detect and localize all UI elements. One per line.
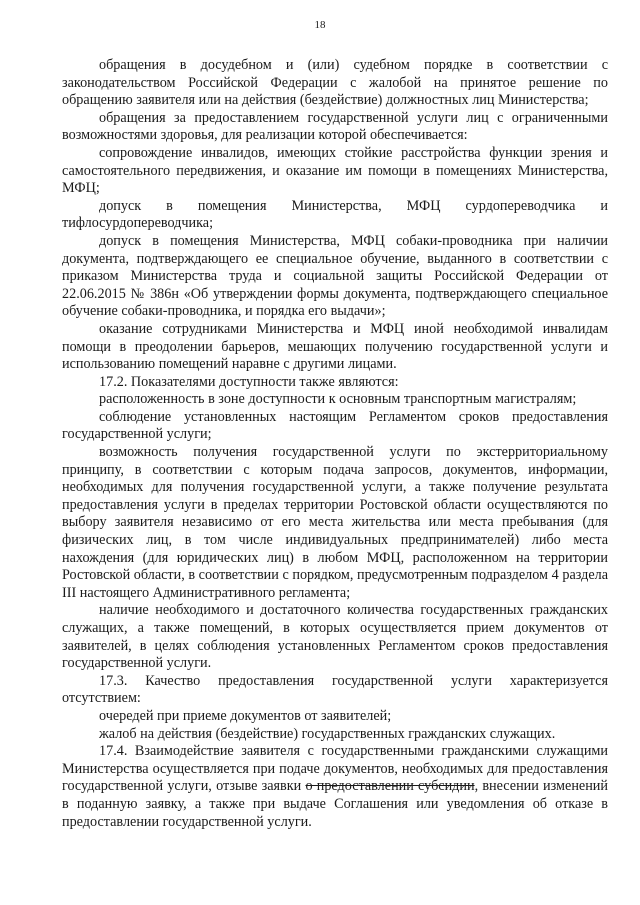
paragraph-deadlines: соблюдение установленных настоящим Регламентом сроков предоставления государственной услуги; (62, 408, 608, 443)
paragraph-guide-dog: допуск в помещения Министерства, МФЦ собаки-проводника при наличии документа, подтверждающего ее специальное обучение, выданного в соответствии с приказом Министерства труда и социальной защиты Российской Федерации от 22.06.2015 № 386н «Об утверждении формы документа, подтверждающего специальное обучение собаки-проводника, и порядка его выдачи»; (62, 232, 608, 320)
paragraph-17-4 (62, 743, 608, 831)
paragraph-extraterritorial: возможность получения государственной услуги по экстерриториальному принципу, в соответствии с которым подача запросов, документов, информации, необходимых для получения государственной услуги, а также получение результата предоставления услуги в пределах территории Ростовской области осуществляются по выбору заявителя независимо от его места жительства или места пребывания (для физических лиц, в том числе индивидуальных предпринимателей) либо места нахождения (для юридических лиц) в любом МФЦ, расположенном на территории Ростовской области, в соответствии с порядком, предусмотренным подразделом 4 раздела III настоящего Административного регламента; (62, 444, 608, 601)
paragraph-sign-interpreter: допуск в помещения Министерства, МФЦ сурдопереводчика и тифлосурдопереводчика; (62, 197, 608, 232)
paragraph-staff-assistance: оказание сотрудниками Министерства и МФЦ иной необходимой инвалидам помощи в преодолении барьеров, мешающих получению государственной услуги и использованию помещений наравне с другими лицами. (62, 320, 608, 373)
paragraph-17-3: 17.3. Качество предоставления государственной услуги характеризуется отсутствием: (62, 672, 608, 707)
document-body (62, 57, 608, 831)
paragraph-appeal: обращения в досудебном и (или) судебном порядке в соответствии с законодательством Российской Федерации с жалобой на принятое решение по обращению заявителя или на действия (бездействие) должностных лиц Министерства; (62, 57, 608, 109)
paragraph-complaints: жалоб на действия (бездействие) государственных гражданских служащих. (99, 725, 556, 742)
paragraph-escort: сопровождение инвалидов, имеющих стойкие расстройства функции зрения и самостоятельного передвижения, и оказание им помощи в помещениях Министерства, МФЦ; (62, 144, 608, 197)
paragraph-transport-access: расположенность в зоне доступности к основным транспортным магистралям; (99, 391, 577, 408)
paragraph-17-4-text-after: , внесении изменений в поданную заявку, а также при выдаче Соглашения или уведомления об отказе в предоставлении государственной услуги. (62, 778, 608, 830)
struck-text: о предоставлении субсидии (305, 778, 475, 795)
page-number: 18 (314, 19, 326, 31)
paragraph-staffing: наличие необходимого и достаточного количества государственных гражданских служащих, а также помещений, в которых осуществляется прием документов от заявителей, в целях соблюдения установленных Регламентом сроков предоставления государственной услуги. (62, 602, 608, 672)
paragraph-disabled-persons: обращения за предоставлением государственной услуги лиц с ограниченными возможностями здоровья, для реализации которой обеспечивается: (62, 109, 608, 144)
paragraph-queues: очередей при приеме документов от заявителей; (99, 707, 392, 724)
paragraph-17-2: 17.2. Показателями доступности также являются: (99, 373, 399, 390)
paragraph-17-4-text-before: 17.4. Взаимодействие заявителя с государственными гражданскими служащими Министерства осуществляется при подаче документов, необходимых для предоставления государственной услуги, отзыве заявки (62, 743, 608, 795)
